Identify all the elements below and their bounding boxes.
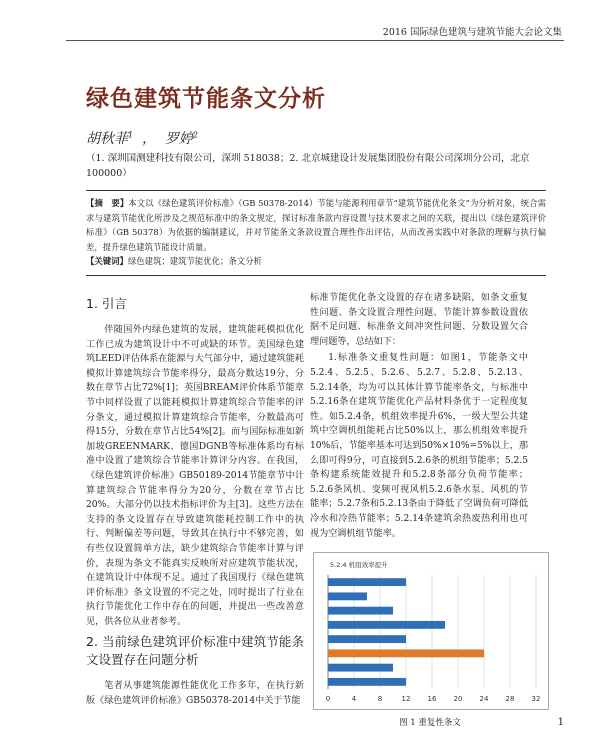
abstract-text: 本文以《绿色建筑评价标准》（GB 50378-2014）节能与能源利用章节“建筑节能优化条文”为分析对象，统合需求与建筑节能优化所涉及之规范标准中的条文规定，探讨标准条款内容设置与技术要求之间的关联，提出以《绿色建筑评价标准》（GB 50378）为依据的编制建议，并对节能条文条款设置合理性作出评估，从而改善实践中对条款的理解与执行偏差，提升绿色建筑节能设计质量。 [86, 198, 546, 252]
x-tick-label: 4 [351, 695, 357, 703]
abstract [86, 196, 546, 254]
author-2: 罗婷 [164, 131, 193, 147]
x-tick-label: 8 [377, 695, 383, 703]
author-2-sup: 2 [192, 130, 198, 140]
bar [328, 621, 445, 629]
running-header [0, 22, 600, 40]
header-rule [66, 40, 564, 41]
author-1: 胡秋菲 [86, 131, 128, 147]
right-column [310, 291, 528, 543]
x-tick-label: 12 [401, 695, 411, 703]
right-paragraph-2: 1.标准条文重复性问题：如图1，节能条文中5.2.4、5.2.5、5.2.6、5.2.7、5.2.8、5.2.13、5.2.14条，均为可以其体计算节能率条文，与标准中5.2.16条在建筑节能优化产品材料条优于一定程度复性。如5.2.4条，机组效率提升6%，一级大型公共建筑中空调机组能耗占比50%以上，那么机组效率提升10%后，节能率基本可达到50%×10%=5%以上，那么即可得9分，可直接到5.2.6条的机组节能率；5.2.5条构建系统能效提升和5.2.8条部分负荷节能率；5.2.6条风机、变频可视风机5.2.6条水泵、风机的节能率；5.2.7条和5.2.13条由于降低了空调负荷可降低冷水和冷热节能率；5.2.14条建筑余热废热利用也可视为空调机组节能率。 [310, 353, 528, 539]
bar [328, 649, 484, 657]
abstract-label: 【摘 要】 [86, 198, 129, 208]
paper-title: 绿色建筑节能条文分析 [86, 86, 326, 112]
chart-svg [314, 553, 548, 709]
bar [328, 635, 406, 643]
chart-corner-label: 5.2.4 机组效率提升 [330, 561, 388, 569]
x-tick-label: 28 [505, 695, 515, 703]
page-number: 1 [557, 717, 564, 728]
x-tick-label: 32 [531, 695, 541, 703]
section-1-heading: 1. 引言 [86, 296, 127, 311]
bar [328, 592, 367, 600]
left-column [86, 291, 304, 711]
keywords-label: 【关键词】 [86, 256, 128, 267]
keywords [86, 254, 546, 269]
figure-caption: 图 1 重复性条文 [399, 718, 461, 728]
running-title: 2016 国际绿色建筑与建筑节能大会论文集 [382, 27, 562, 38]
figure-1-chart [313, 552, 549, 710]
affiliations: （1. 深圳国测建科技有限公司，深圳 518038；2. 北京城建设计发展集团股份有限公司深圳分公司，北京 100000） [86, 153, 530, 179]
x-tick-label: 16 [427, 695, 437, 703]
x-tick-label: 20 [453, 695, 463, 703]
x-tick-label: 0 [325, 695, 331, 703]
keywords-text: 绿色建筑；建筑节能优化；条文分析 [127, 256, 262, 267]
section-1-paragraph: 伴随国外内绿色建筑的发展，建筑能耗模拟优化工作已成为建筑设计中不可或缺的环节。美国绿色建筑LEED评估体系在能源与大气部分中，通过建筑能耗模拟计算建筑综合节能率得分，最高分数达19分，分数在章节占比72%[1]；英国BREAM评价体系节能章节中同样设置了以能耗模拟计算建筑综合节能率的评分条文，通过模拟计算建筑综合节能率，分数最高可得15分，分数在章节占比54%[2]。而与国际标准如新加坡GREENMARK、德国DGNB等标准体系均有标准中设置了建筑综合节能率计算评分内容。在我国，《绿色建筑评价标准》GB50189-2014节能章节中计算建筑综合节能率得分为20分，分数在章节占比20%。大部分仍以技术指标评价为主[3]。这些方法在支持的条文设置存在导致建筑能耗控制工作中的执行、判断偏差等问题，导致其在执行中不够完善，如有些仅设置简单方法，缺少建筑综合节能率计算与评价，表现为条文不能真实反映所对应建筑节能状况，在建筑设计中体现不足。通过了我国现行《绿色建筑评价标准》条文设置的不完之处，同时提出了行业在执行节能优化工作中存在的问题，并提出一些改善意见，供各位从业者参考。 [86, 325, 304, 627]
bar [328, 578, 406, 586]
x-tick-label: 24 [479, 695, 489, 703]
abstract-box [86, 190, 546, 276]
right-paragraph-1: 标准节能优化条文设置的存在诸多缺陷，如条文重复性问题、条文设置合理性问题、节能计算参数设置依据不足问题、标准条文间冲突性问题、分数设置欠合理问题等，总结如下： [310, 293, 528, 347]
bar [328, 678, 406, 686]
bar [328, 607, 393, 615]
section-2-heading: 2. 当前绿色建筑评价标准中建筑节能条文设置存在问题分析 [86, 634, 304, 668]
author-1-sup: 1 [128, 130, 134, 140]
bar [328, 664, 393, 672]
section-2-paragraph: 笔者从事建筑能源性能优化工作多年，在执行新版《绿色建筑评价标准》GB50378-2014中关于节能 [86, 681, 304, 707]
authors: 胡秋菲$^1$ ， 罗婷$^2$ [86, 130, 198, 147]
